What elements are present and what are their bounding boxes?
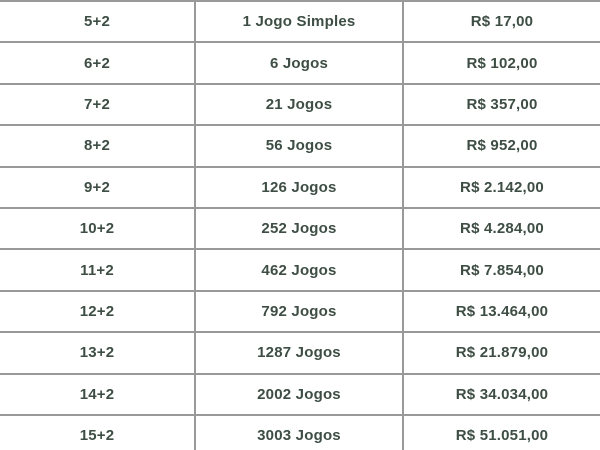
table-row: [0, 415, 600, 450]
cell-game-count: 21 Jogos: [195, 84, 403, 125]
table-row: [0, 249, 600, 290]
cell-bet-combination: 5+2: [0, 1, 195, 42]
cell-bet-combination: 12+2: [0, 291, 195, 332]
price-table-body: [0, 1, 600, 450]
cell-game-count: 252 Jogos: [195, 208, 403, 249]
cell-price: R$ 952,00: [403, 125, 600, 166]
cell-game-count: 792 Jogos: [195, 291, 403, 332]
cell-price: R$ 21.879,00: [403, 332, 600, 373]
cell-price: R$ 7.854,00: [403, 249, 600, 290]
table-row: [0, 84, 600, 125]
cell-game-count: 1287 Jogos: [195, 332, 403, 373]
cell-price: R$ 17,00: [403, 1, 600, 42]
cell-price: R$ 357,00: [403, 84, 600, 125]
cell-price: R$ 13.464,00: [403, 291, 600, 332]
cell-bet-combination: 6+2: [0, 42, 195, 83]
cell-game-count: 2002 Jogos: [195, 374, 403, 415]
cell-bet-combination: 13+2: [0, 332, 195, 373]
cell-price: R$ 2.142,00: [403, 167, 600, 208]
cell-game-count: 56 Jogos: [195, 125, 403, 166]
table-row: [0, 291, 600, 332]
cell-bet-combination: 7+2: [0, 84, 195, 125]
table-row: [0, 208, 600, 249]
cell-bet-combination: 10+2: [0, 208, 195, 249]
table-row: [0, 42, 600, 83]
cell-bet-combination: 15+2: [0, 415, 195, 450]
cell-game-count: 3003 Jogos: [195, 415, 403, 450]
cell-price: R$ 34.034,00: [403, 374, 600, 415]
cell-price: R$ 4.284,00: [403, 208, 600, 249]
cell-price: R$ 102,00: [403, 42, 600, 83]
table-row: [0, 1, 600, 42]
cell-bet-combination: 9+2: [0, 167, 195, 208]
cell-bet-combination: 11+2: [0, 249, 195, 290]
cell-game-count: 6 Jogos: [195, 42, 403, 83]
table-row: [0, 167, 600, 208]
cell-price: R$ 51.051,00: [403, 415, 600, 450]
table-row: [0, 374, 600, 415]
cell-bet-combination: 8+2: [0, 125, 195, 166]
cell-game-count: 462 Jogos: [195, 249, 403, 290]
cell-bet-combination: 14+2: [0, 374, 195, 415]
cell-game-count: 126 Jogos: [195, 167, 403, 208]
cell-game-count: 1 Jogo Simples: [195, 1, 403, 42]
table-row: [0, 125, 600, 166]
table-row: [0, 332, 600, 373]
